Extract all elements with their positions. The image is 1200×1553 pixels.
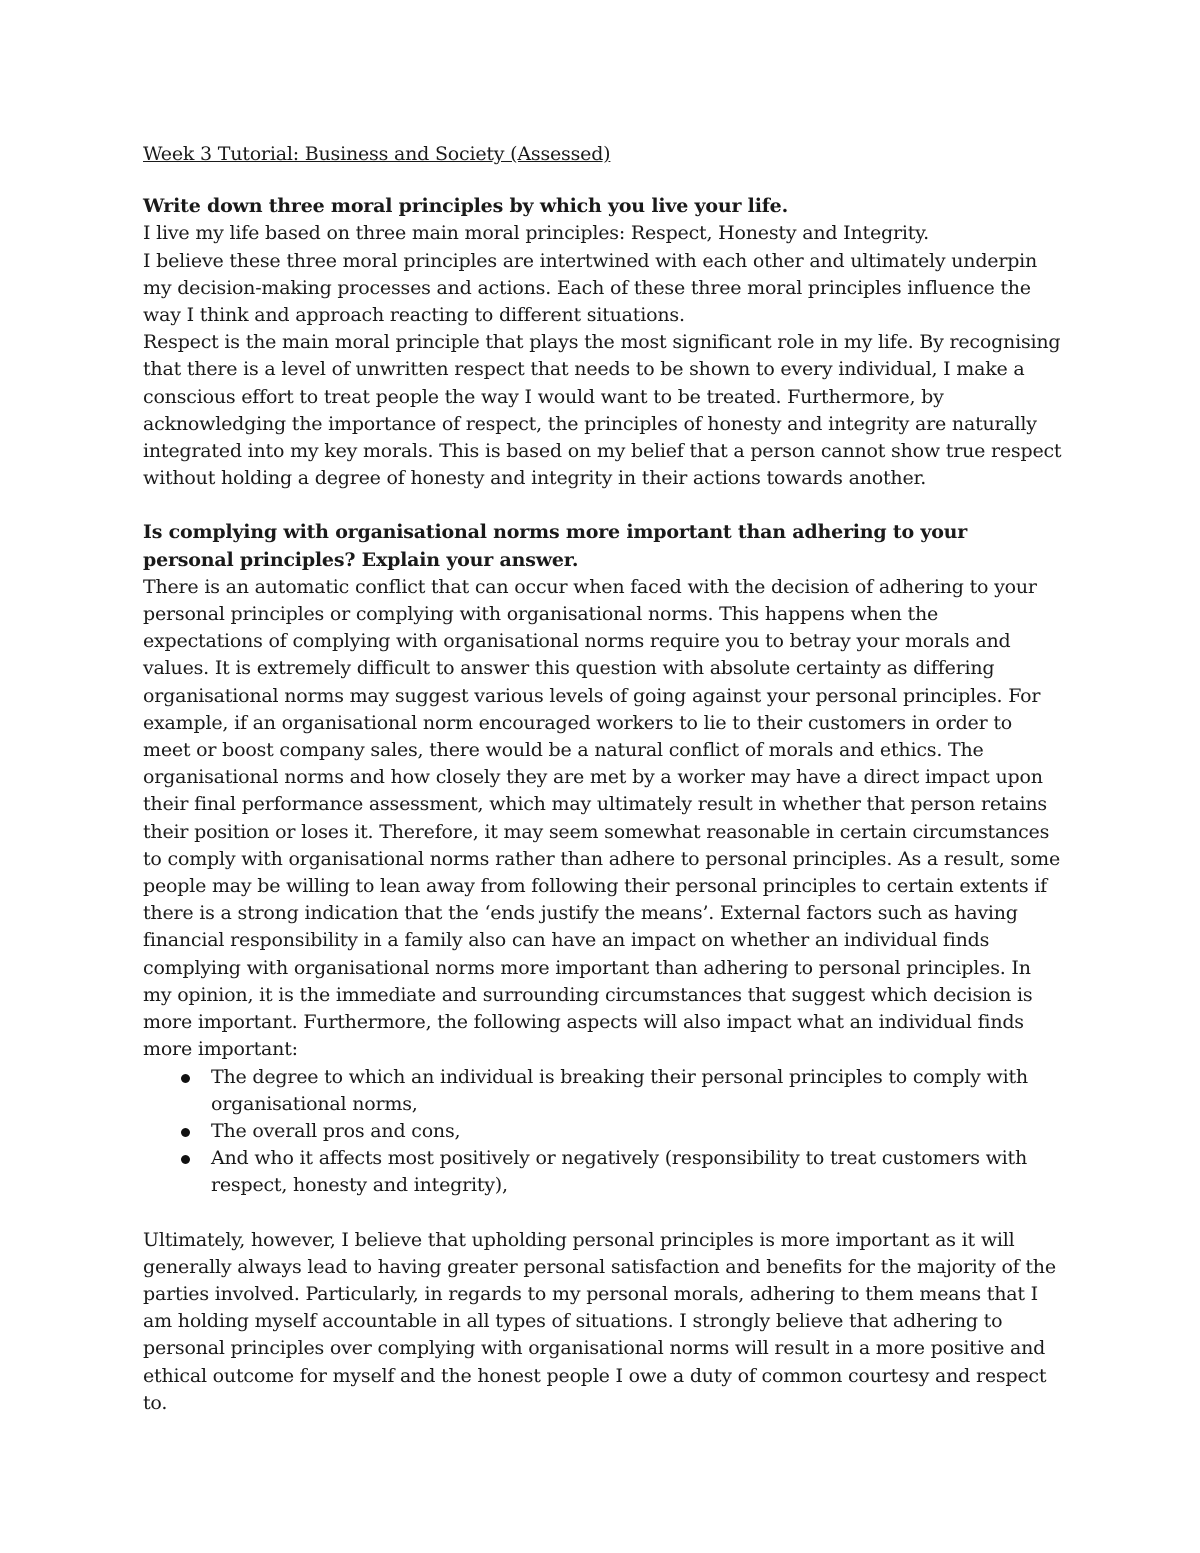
paragraph-spacer — [143, 1200, 1063, 1227]
bullet-icon — [181, 1128, 190, 1137]
conclusion-paragraph: Ultimately, however, I believe that upholding personal principles is more important as it will generally always lead to having greater personal satisfaction and benefits for the majority of the parties involved. Particularly, in regards to my personal morals, adhering to them means that I am holding myself accountable in all types of situations. I strongly believe that adhering to personal principles over complying with organisational norms will result in a more positive and ethical outcome for myself and the honest people I owe a duty of common courtesy and respect to. — [143, 1228, 1056, 1414]
answer-1-paragraph: I believe these three moral principles are intertwined with each other and ultimately underpin my decision-making processes and actions. Each of these three moral principles influence the way I think and approach reacting to different situations. — [143, 249, 1038, 327]
list-item — [143, 1064, 1063, 1118]
bullet-icon — [181, 1155, 190, 1164]
paragraph-spacer — [143, 492, 1063, 519]
answer-1-paragraph: I live my life based on three main moral principles: Respect, Honesty and Integrity. — [143, 222, 929, 245]
list-item — [143, 1118, 1063, 1145]
list-item-text: The degree to which an individual is breaking their personal principles to comply with organisational norms, — [211, 1065, 1028, 1115]
aspects-list — [143, 1064, 1063, 1200]
document-page — [143, 141, 1063, 1417]
document-title: Week 3 Tutorial: Business and Society (Assessed) — [143, 143, 611, 165]
answer-1-paragraph: Respect is the main moral principle that plays the most significant role in my life. By recognising that there is a level of unwritten respect that needs to be shown to every individual, I make a conscious effort to treat people the way I would want to be treated. Furthermore, by acknowledging the importance of respect, the principles of honesty and integrity are naturally integrated into my key morals. This is based on my belief that a person cannot show true respect without holding a degree of honesty and integrity in their actions towards another. — [143, 331, 1062, 490]
bullet-icon — [181, 1074, 190, 1083]
list-item — [143, 1145, 1063, 1199]
list-item-text: And who it affects most positively or negatively (responsibility to treat customers with respect, honesty and integrity), — [211, 1147, 1027, 1197]
list-item-text: The overall pros and cons, — [211, 1119, 461, 1142]
answer-2-paragraph: There is an automatic conflict that can occur when faced with the decision of adhering to your personal principles or complying with organisational norms. This happens when the expectations of complying with organisational norms require you to betray your morals and values. It is extremely difficult to answer this question with absolute certainty as differing organisational norms may suggest various levels of going against your personal principles. For example, if an organisational norm encouraged workers to lie to their customers in order to meet or boost company sales, there would be a natural conflict of morals and ethics. The organisational norms and how closely they are met by a worker may have a direct impact upon their final performance assessment, which may ultimately result in whether that person retains their position or loses it. Therefore, it may seem somewhat reasonable in certain circumstances to comply with organisational norms rather than adhere to personal principles. As a result, some people may be willing to lean away from following their personal principles to certain extents if there is a strong indication that the ‘ends justify the means’. External factors such as having financial responsibility in a family also can have an impact on whether an individual finds complying with organisational norms more important than adhering to personal principles. In my opinion, it is the immediate and surrounding circumstances that suggest which decision is more important. Furthermore, the following aspects will also impact what an individual finds more important: — [143, 575, 1061, 1061]
question-1: Write down three moral principles by which you live your life. — [143, 195, 788, 218]
question-2: Is complying with organisational norms more important than adhering to your personal principles? Explain your answer. — [143, 521, 968, 571]
